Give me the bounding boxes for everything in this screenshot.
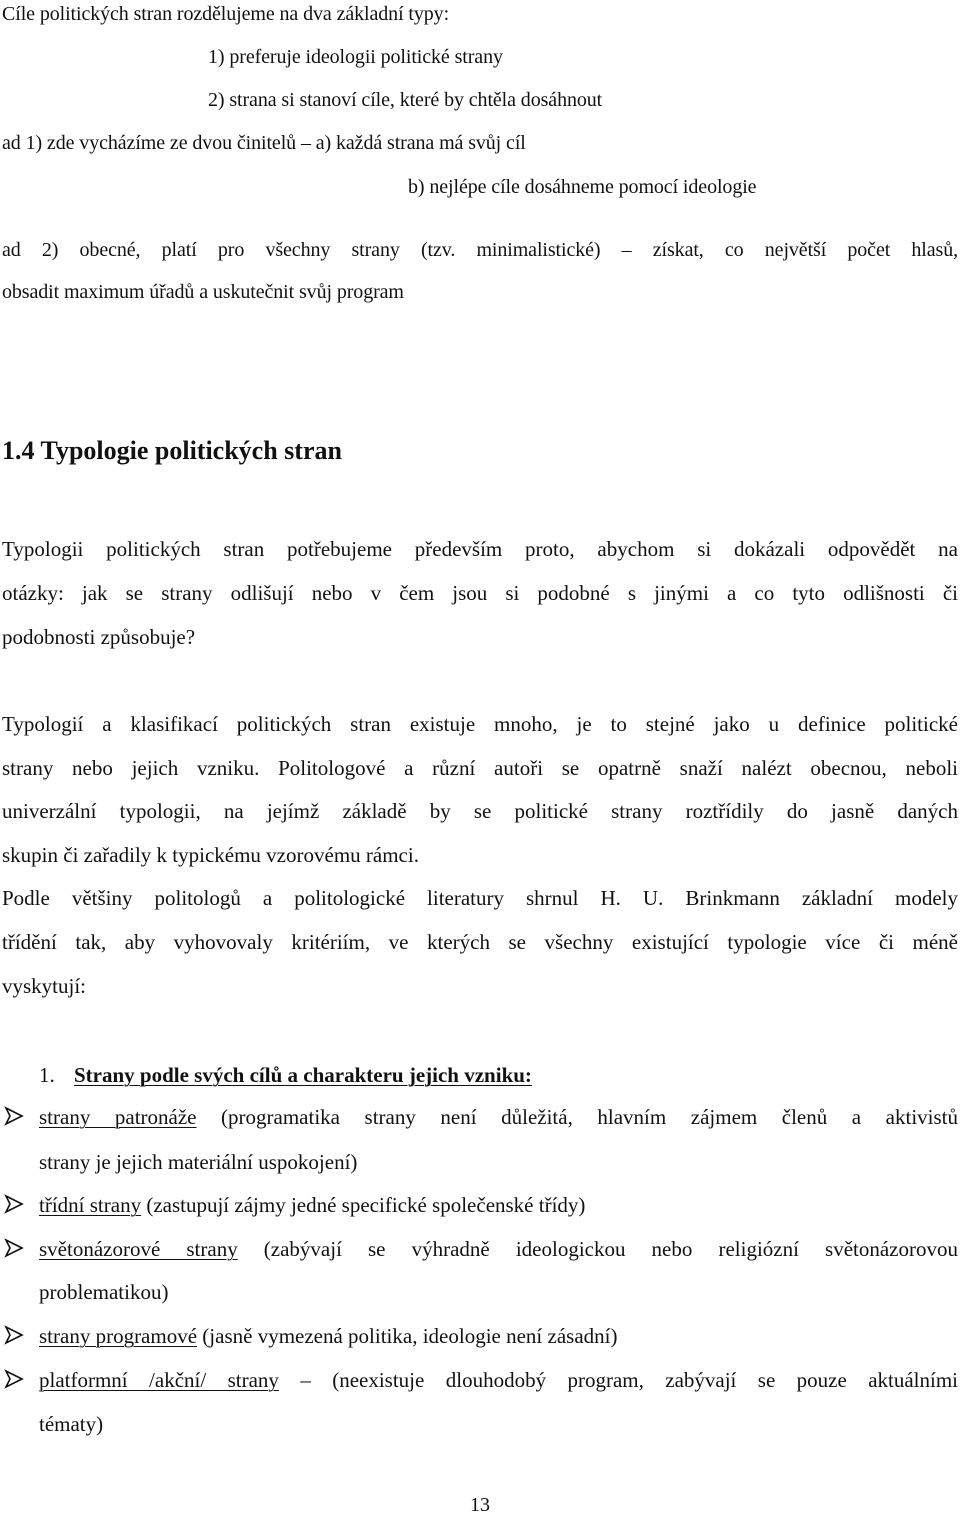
paragraph-2-line: skupin či zařadily k typickému vzorovému rámci. bbox=[2, 843, 419, 867]
paragraph-3-line: vyskytují: bbox=[2, 974, 87, 998]
bullet-item-line: problematikou) bbox=[39, 1280, 169, 1304]
arrow-bullet-icon bbox=[4, 1369, 24, 1389]
bullet-term: platformní /akční/ strany bbox=[39, 1368, 279, 1392]
page-number: 13 bbox=[470, 1494, 490, 1516]
bullet-item-line bbox=[39, 1193, 958, 1217]
list-number: 1. bbox=[39, 1063, 55, 1087]
bullet-description: (jasně vymezená politika, ideologie není zásadní) bbox=[202, 1324, 618, 1348]
list-title-text: Strany podle svých cílů a charakteru jejich vzniku: bbox=[74, 1063, 532, 1087]
bullet-item-line: tématy) bbox=[39, 1412, 104, 1436]
section-heading: 1.4 Typologie politických stran bbox=[2, 436, 342, 465]
bullet-term: strany programové bbox=[39, 1324, 198, 1348]
bullet-description: – (neexistuje dlouhodobý program, zabývají se pouze aktuálními bbox=[300, 1368, 959, 1392]
paragraph-2-line: Typologií a klasifikací politických stran existuje mnoho, je to stejné jako u definice politické bbox=[2, 712, 958, 736]
arrow-bullet-icon bbox=[4, 1325, 24, 1345]
bullet-item-line bbox=[39, 1237, 958, 1261]
bullet-term: světonázorové strany bbox=[39, 1237, 238, 1261]
bullet-description: (zastupují zájmy jedné specifické společenské třídy) bbox=[146, 1193, 586, 1217]
bullet-term: strany patronáže bbox=[39, 1105, 197, 1129]
bullet-description: (zabývají se výhradně ideologickou nebo religiózní světonázorovou bbox=[263, 1237, 959, 1261]
bullet-item-line: strany je jejich materiální uspokojení) bbox=[39, 1150, 358, 1174]
intro-item-2: 2) strana si stanoví cíle, které by chtěla dosáhnout bbox=[208, 89, 603, 111]
bullet-item-line bbox=[39, 1368, 958, 1392]
bullet-description: (programatika strany není důležitá, hlavním zájmem členů a aktivistů bbox=[221, 1105, 959, 1129]
ad1-b-line: b) nejlépe cíle dosáhneme pomocí ideologie bbox=[408, 176, 757, 198]
ad2-line-2: obsadit maximum úřadů a uskutečnit svůj program bbox=[2, 281, 404, 303]
ad1-line: ad 1) zde vycházíme ze dvou činitelů – a) každá strana má svůj cíl bbox=[2, 132, 526, 154]
paragraph-2-line: strany nebo jejich vzniku. Politologové a různí autoři se opatrně snaží nalézt obecnou, neboli bbox=[2, 756, 958, 780]
paragraph-3-line: třídění tak, aby vyhovovaly kritériím, ve kterých se všechny existující typologie více či méně bbox=[2, 930, 958, 954]
bullet-term: třídní strany bbox=[39, 1193, 142, 1217]
intro-line: Cíle politických stran rozdělujeme na dva základní typy: bbox=[2, 3, 450, 25]
intro-item-1: 1) preferuje ideologii politické strany bbox=[208, 46, 503, 68]
ad2-line-1: ad 2) obecné, platí pro všechny strany (tzv. minimalistické) – získat, co největší počet hlasů, bbox=[2, 239, 958, 261]
paragraph-1-line: otázky: jak se strany odlišují nebo v čem jsou si podobné s jinými a co tyto odlišnosti či bbox=[2, 581, 958, 605]
paragraph-2-line: univerzální typologii, na jejímž základě by se politické strany roztřídily do jasně daných bbox=[2, 799, 958, 823]
paragraph-3-line: Podle většiny politologů a politologické literatury shrnul H. U. Brinkmann základní modely bbox=[2, 886, 958, 910]
bullet-item-line bbox=[39, 1105, 958, 1129]
bullet-item-line bbox=[39, 1324, 958, 1348]
arrow-bullet-icon bbox=[4, 1194, 24, 1214]
paragraph-1-line: Typologii politických stran potřebujeme především proto, abychom si dokázali odpovědět na bbox=[2, 537, 958, 561]
arrow-bullet-icon bbox=[4, 1238, 24, 1258]
list-title bbox=[39, 1063, 958, 1087]
arrow-bullet-icon bbox=[4, 1106, 24, 1126]
paragraph-1-line: podobnosti způsobuje? bbox=[2, 625, 196, 649]
